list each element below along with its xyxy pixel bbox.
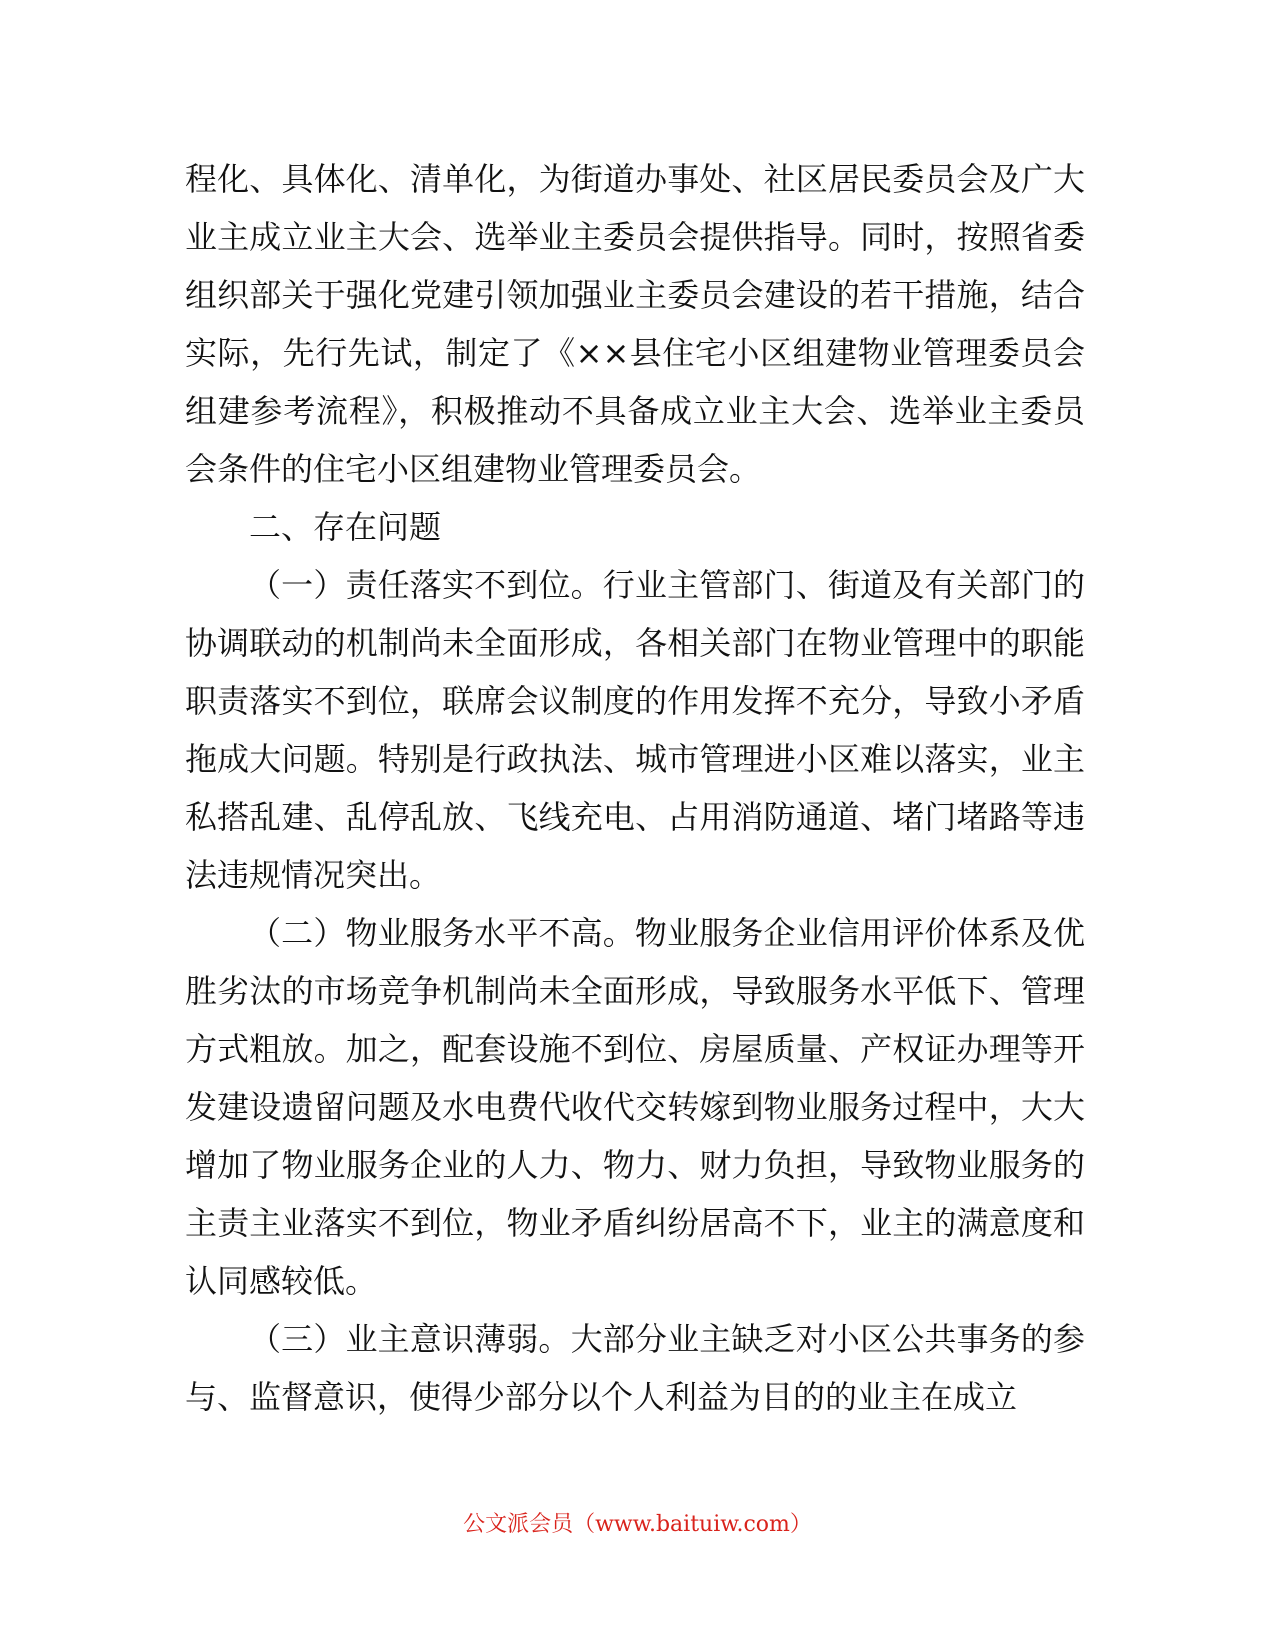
paragraph-issue-3: （三）业主意识薄弱。大部分业主缺乏对小区公共事务的参与、监督意识，使得少部分以个人利益为目的的业主在成立 (185, 1320, 1085, 1416)
footer-watermark: 公文派会员（www.baituiw.com） (463, 1512, 812, 1537)
paragraph-continued: 程化、具体化、清单化，为街道办事处、社区居民委员会及广大业主成立业主大会、选举业主委员会提供指导。同时，按照省委组织部关于强化党建引领加强业主委员会建设的若干措施，结合实际，先行先试，制定了《××县住宅小区组建物业管理委员会组建参考流程》，积极推动不具备成立业主大会、选举业主委员会条件的住宅小区组建物业管理委员会。 (185, 160, 1085, 488)
section-heading: 二、存在问题 (249, 508, 442, 546)
paragraph-issue-2: （二）物业服务水平不高。物业服务企业信用评价体系及优胜劣汰的市场竞争机制尚未全面形成，导致服务水平低下、管理方式粗放。加之，配套设施不到位、房屋质量、产权证办理等开发建设遗留问题及水电费代收代交转嫁到物业服务过程中，大大增加了物业服务企业的人力、物力、财力负担，导致物业服务的主责主业落实不到位，物业矛盾纠纷居高不下，业主的满意度和认同感较低。 (185, 914, 1085, 1300)
document-body (185, 150, 1085, 1426)
paragraph-issue-1: （一）责任落实不到位。行业主管部门、街道及有关部门的协调联动的机制尚未全面形成，各相关部门在物业管理中的职能职责落实不到位，联席会议制度的作用发挥不充分，导致小矛盾拖成大问题。特别是行政执法、城市管理进小区难以落实，业主私搭乱建、乱停乱放、飞线充电、占用消防通道、堵门堵路等违法违规情况突出。 (185, 566, 1085, 894)
